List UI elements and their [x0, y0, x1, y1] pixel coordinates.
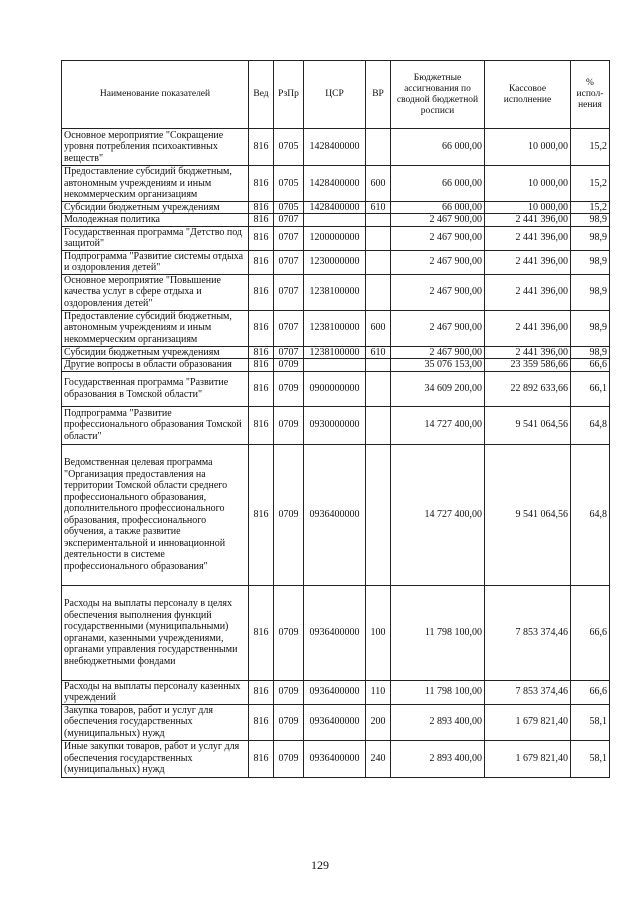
cell-pct: 66,1	[571, 371, 610, 406]
cell-assign: 2 467 900,00	[391, 346, 485, 359]
cell-name: Молодежная политика	[62, 214, 249, 227]
cell-cash: 2 441 396,00	[485, 250, 571, 274]
cell-vr	[366, 406, 391, 444]
table-row	[62, 310, 610, 346]
cell-ved: 816	[249, 346, 274, 359]
cell-pct: 58,1	[571, 740, 610, 777]
cell-csr: 1238100000	[304, 346, 366, 359]
table-row	[62, 201, 610, 214]
cell-assign: 2 467 900,00	[391, 310, 485, 346]
cell-name: Подпрограмма "Развитие системы отдыха и оздоровления детей"	[62, 250, 249, 274]
cell-ved: 816	[249, 310, 274, 346]
cell-vr	[366, 129, 391, 166]
cell-assign: 2 893 400,00	[391, 740, 485, 777]
cell-assign: 66 000,00	[391, 166, 485, 202]
table-row	[62, 406, 610, 444]
cell-vr: 600	[366, 166, 391, 202]
cell-name: Предоставление субсидий бюджетным, автономным учреждениям и иным некоммерческим организациям	[62, 166, 249, 202]
cell-rzpr: 0707	[274, 226, 304, 250]
cell-name: Субсидии бюджетным учреждениям	[62, 201, 249, 214]
cell-pct: 15,2	[571, 129, 610, 166]
cell-pct: 66,6	[571, 585, 610, 680]
cell-cash: 7 853 374,46	[485, 680, 571, 704]
cell-pct: 98,9	[571, 214, 610, 227]
header-pct: % испол-нения	[571, 61, 610, 129]
cell-rzpr: 0705	[274, 129, 304, 166]
header-cash: Кассовое исполнение	[485, 61, 571, 129]
cell-rzpr: 0707	[274, 274, 304, 310]
cell-pct: 15,2	[571, 166, 610, 202]
cell-vr: 610	[366, 346, 391, 359]
cell-rzpr: 0709	[274, 704, 304, 740]
cell-rzpr: 0707	[274, 310, 304, 346]
header-assign: Бюджетные ассигнования по сводной бюджетной росписи	[391, 61, 485, 129]
header-vr: ВР	[366, 61, 391, 129]
cell-vr	[366, 274, 391, 310]
cell-ved: 816	[249, 704, 274, 740]
cell-csr: 1200000000	[304, 226, 366, 250]
table-row	[62, 585, 610, 680]
cell-vr: 200	[366, 704, 391, 740]
cell-rzpr: 0709	[274, 359, 304, 372]
header-ved: Вед	[249, 61, 274, 129]
cell-csr: 0936400000	[304, 444, 366, 585]
cell-cash: 2 441 396,00	[485, 346, 571, 359]
cell-vr: 100	[366, 585, 391, 680]
cell-vr: 600	[366, 310, 391, 346]
cell-cash: 7 853 374,46	[485, 585, 571, 680]
cell-ved: 816	[249, 166, 274, 202]
cell-assign: 11 798 100,00	[391, 585, 485, 680]
cell-assign: 66 000,00	[391, 201, 485, 214]
cell-rzpr: 0709	[274, 585, 304, 680]
cell-cash: 10 000,00	[485, 166, 571, 202]
cell-name: Государственная программа "Детство под защитой"	[62, 226, 249, 250]
cell-vr: 240	[366, 740, 391, 777]
cell-name: Государственная программа "Развитие образования в Томской области"	[62, 371, 249, 406]
cell-vr	[366, 359, 391, 372]
cell-vr: 610	[366, 201, 391, 214]
cell-csr	[304, 214, 366, 227]
cell-vr: 110	[366, 680, 391, 704]
cell-ved: 816	[249, 250, 274, 274]
cell-ved: 816	[249, 680, 274, 704]
cell-pct: 66,6	[571, 359, 610, 372]
table-row	[62, 226, 610, 250]
cell-pct: 98,9	[571, 250, 610, 274]
cell-vr	[366, 371, 391, 406]
cell-name: Подпрограмма "Развитие профессионального образования Томской области"	[62, 406, 249, 444]
cell-name: Основное мероприятие "Сокращение уровня потребления психоактивных веществ"	[62, 129, 249, 166]
cell-cash: 2 441 396,00	[485, 214, 571, 227]
cell-ved: 816	[249, 444, 274, 585]
page-number: 129	[311, 858, 329, 872]
cell-assign: 2 467 900,00	[391, 214, 485, 227]
cell-ved: 816	[249, 214, 274, 227]
cell-name: Ведомственная целевая программа "Организация предоставления на территории Томской области среднего профессионального образования, дополнительного профессионального образования, профессионального обучения, а также развитие экспериментальной и инновационной деятельности в системе профессионального образования"	[62, 444, 249, 585]
cell-ved: 816	[249, 201, 274, 214]
cell-cash: 2 441 396,00	[485, 274, 571, 310]
cell-cash: 23 359 586,66	[485, 359, 571, 372]
cell-cash: 2 441 396,00	[485, 226, 571, 250]
cell-rzpr: 0705	[274, 166, 304, 202]
cell-ved: 816	[249, 226, 274, 250]
cell-name: Иные закупки товаров, работ и услуг для обеспечения государственных (муниципальных) нужд	[62, 740, 249, 777]
cell-csr: 0936400000	[304, 585, 366, 680]
cell-ved: 816	[249, 359, 274, 372]
cell-name: Другие вопросы в области образования	[62, 359, 249, 372]
header-name: Наименование показателей	[62, 61, 249, 129]
cell-csr: 1428400000	[304, 166, 366, 202]
cell-cash: 10 000,00	[485, 201, 571, 214]
cell-rzpr: 0705	[274, 201, 304, 214]
cell-csr: 1238100000	[304, 310, 366, 346]
cell-csr: 1238100000	[304, 274, 366, 310]
table-row	[62, 371, 610, 406]
header-csr: ЦСР	[304, 61, 366, 129]
cell-rzpr: 0707	[274, 346, 304, 359]
cell-ved: 816	[249, 274, 274, 310]
cell-ved: 816	[249, 129, 274, 166]
cell-vr	[366, 444, 391, 585]
cell-name: Предоставление субсидий бюджетным, автономным учреждениям и иным некоммерческим организациям	[62, 310, 249, 346]
table-row	[62, 444, 610, 585]
cell-rzpr: 0709	[274, 406, 304, 444]
table-row	[62, 359, 610, 372]
cell-pct: 66,6	[571, 680, 610, 704]
cell-csr: 0936400000	[304, 680, 366, 704]
cell-pct: 98,9	[571, 346, 610, 359]
cell-cash: 22 892 633,66	[485, 371, 571, 406]
budget-execution-table	[61, 60, 610, 778]
cell-pct: 98,9	[571, 274, 610, 310]
cell-assign: 2 893 400,00	[391, 704, 485, 740]
cell-csr: 0930000000	[304, 406, 366, 444]
cell-pct: 64,8	[571, 406, 610, 444]
cell-csr: 0936400000	[304, 740, 366, 777]
cell-pct: 58,1	[571, 704, 610, 740]
cell-cash: 1 679 821,40	[485, 740, 571, 777]
cell-assign: 66 000,00	[391, 129, 485, 166]
cell-csr	[304, 359, 366, 372]
cell-ved: 816	[249, 406, 274, 444]
table-row	[62, 250, 610, 274]
table-row	[62, 704, 610, 740]
cell-rzpr: 0707	[274, 250, 304, 274]
cell-pct: 15,2	[571, 201, 610, 214]
cell-csr: 1230000000	[304, 250, 366, 274]
cell-csr: 1428400000	[304, 129, 366, 166]
cell-assign: 2 467 900,00	[391, 250, 485, 274]
cell-name: Основное мероприятие "Повышение качества услуг в сфере отдыха и оздоровления детей"	[62, 274, 249, 310]
table-row	[62, 166, 610, 202]
cell-csr: 1428400000	[304, 201, 366, 214]
cell-name: Расходы на выплаты персоналу казенных учреждений	[62, 680, 249, 704]
cell-ved: 816	[249, 740, 274, 777]
cell-assign: 11 798 100,00	[391, 680, 485, 704]
cell-name: Расходы на выплаты персоналу в целях обеспечения выполнения функций государственными (муниципальными) органами, казенными учреждениями, органами управления государственными внебюджетными фондами	[62, 585, 249, 680]
cell-assign: 14 727 400,00	[391, 406, 485, 444]
cell-csr: 0900000000	[304, 371, 366, 406]
cell-rzpr: 0709	[274, 444, 304, 585]
cell-cash: 2 441 396,00	[485, 310, 571, 346]
cell-rzpr: 0707	[274, 214, 304, 227]
table-header-row	[62, 61, 610, 129]
table-row	[62, 129, 610, 166]
cell-pct: 98,9	[571, 310, 610, 346]
header-rzpr: РзПр	[274, 61, 304, 129]
cell-ved: 816	[249, 371, 274, 406]
cell-assign: 2 467 900,00	[391, 274, 485, 310]
cell-cash: 9 541 064,56	[485, 444, 571, 585]
cell-csr: 0936400000	[304, 704, 366, 740]
cell-vr	[366, 226, 391, 250]
cell-name: Закупка товаров, работ и услуг для обеспечения государственных (муниципальных) нужд	[62, 704, 249, 740]
cell-assign: 2 467 900,00	[391, 226, 485, 250]
cell-rzpr: 0709	[274, 740, 304, 777]
cell-pct: 64,8	[571, 444, 610, 585]
cell-rzpr: 0709	[274, 371, 304, 406]
cell-assign: 34 609 200,00	[391, 371, 485, 406]
cell-ved: 816	[249, 585, 274, 680]
cell-name: Субсидии бюджетным учреждениям	[62, 346, 249, 359]
table-row	[62, 274, 610, 310]
cell-vr	[366, 250, 391, 274]
cell-vr	[366, 214, 391, 227]
cell-cash: 9 541 064,56	[485, 406, 571, 444]
cell-assign: 14 727 400,00	[391, 444, 485, 585]
cell-pct: 98,9	[571, 226, 610, 250]
table-row	[62, 214, 610, 227]
table-row	[62, 346, 610, 359]
cell-cash: 1 679 821,40	[485, 704, 571, 740]
table-row	[62, 680, 610, 704]
cell-rzpr: 0709	[274, 680, 304, 704]
table-row	[62, 740, 610, 777]
cell-cash: 10 000,00	[485, 129, 571, 166]
cell-assign: 35 076 153,00	[391, 359, 485, 372]
